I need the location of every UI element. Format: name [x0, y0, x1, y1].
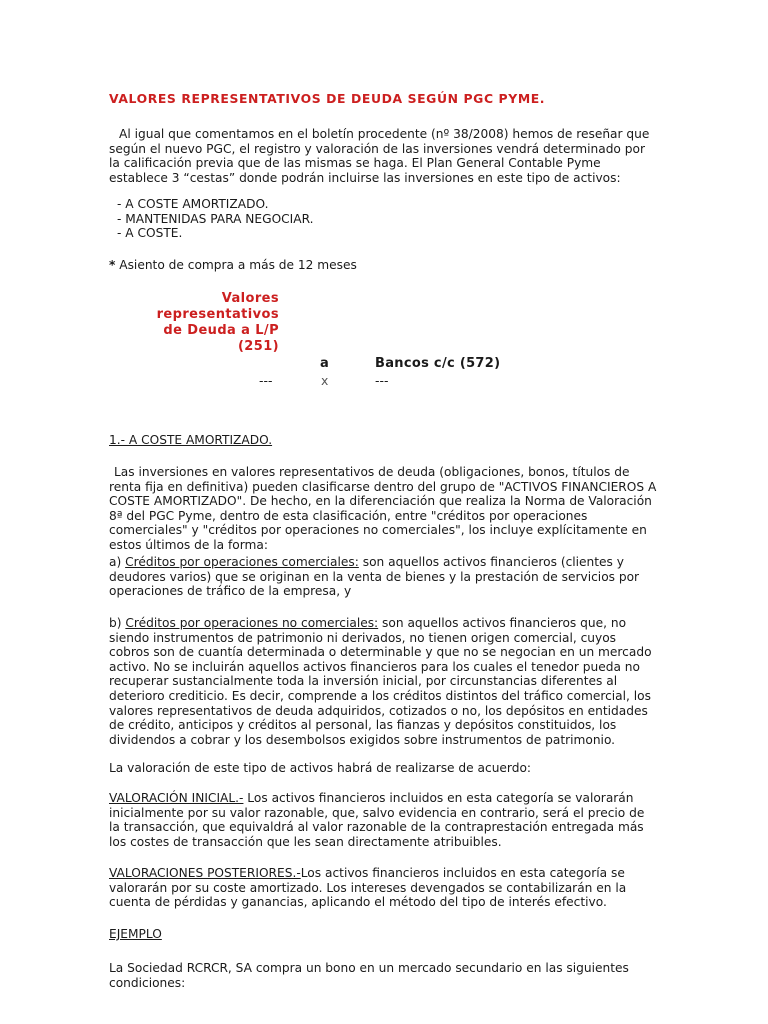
credit-account-label: Bancos c/c (572)	[375, 356, 501, 371]
list-item: - A COSTE AMORTIZADO.	[117, 197, 269, 211]
cestas-list	[117, 197, 665, 241]
term-label: Créditos por operaciones comerciales:	[125, 555, 359, 569]
credit-commercial-paragraph	[109, 555, 657, 599]
list-item: - A COSTE.	[117, 226, 183, 241]
connector-label: a	[320, 356, 330, 371]
credit-noncommercial-paragraph	[109, 616, 657, 747]
credit-amount: ---	[375, 373, 389, 388]
item-prefix: a)	[109, 555, 122, 569]
ejemplo-heading: EJEMPLO	[109, 927, 162, 941]
term-text: son aquellos activos financieros que, no siendo instrumentos de patrimonio ni derivados, no tienen origen comercial, cuyos cobros son de cuantía determinada o determinable y que no se negocian en un mercado activo. No se incluirán aquellos activos financieros para los cuales el tenedor pueda no recuperar sustancialmente toda la inversión inicial, por circunstancias diferentes al deterioro crediticio. Es decir, comprende a los créditos distintos del tráfico comercial, los valores representativos de deuda adquiridos, cotizados o no, los depósitos en entidades de crédito, anticipos y créditos al personal, las fianzas y depósitos constituidos, los dividendos a cobrar y los desembolsos exigidos sobre instrumentos de patrimonio.	[109, 616, 652, 747]
term-label: VALORACIÓN INICIAL.-	[109, 791, 244, 805]
section-paragraph: Las inversiones en valores representativos de deuda (obligaciones, bonos, títulos de renta fija en definitiva) pueden clasificarse dentro del grupo de "ACTIVOS FINANCIEROS A COSTE AMORTIZADO". De hecho, en la diferenciación que realiza la Norma de Valoración 8ª del PGC Pyme, dentro de esta clasificación, entre "créditos por operaciones comerciales" y "créditos por operaciones no comerciales", los incluye explícitamente en estos últimos de la forma:	[109, 465, 657, 552]
debit-amount: ---	[259, 373, 273, 388]
term-label: VALORACIONES POSTERIORES.-	[109, 866, 301, 880]
intro-paragraph: Al igual que comentamos en el boletín procedente (nº 38/2008) hemos de reseñar que según el nuevo PGC, el registro y valoración de las inversiones vendrá determinado por la calificación previa que de las mismas se haga. El Plan General Contable Pyme establece 3 “cestas” donde podrán incluirse las inversiones en este tipo de activos:	[109, 127, 650, 185]
valoracion-inicial-paragraph	[109, 791, 657, 849]
connector-mark: x	[321, 373, 329, 388]
term-text: Los activos financieros incluidos en esta categoría se valorarán por su coste amortizado. Los intereses devengados se contabilizarán en la cuenta de pérdidas y ganancias, aplicando el método del tipo de interés efectivo.	[109, 866, 627, 910]
valoracion-intro: La valoración de este tipo de activos habrá de realizarse de acuerdo:	[109, 761, 532, 775]
asiento-line	[109, 258, 657, 273]
section-heading: 1.- A COSTE AMORTIZADO.	[109, 433, 273, 447]
debit-account-label: Valores representativos de Deuda a L/P (251)	[156, 291, 279, 354]
ejemplo-paragraph: La Sociedad RCRCR, SA compra un bono en un mercado secundario en las siguientes condiciones:	[109, 961, 629, 990]
list-item: - MANTENIDAS PARA NEGOCIAR.	[117, 211, 314, 226]
asiento-text: Asiento de compra a más de 12 meses	[119, 258, 357, 272]
asiento-bullet: *	[109, 258, 116, 272]
valoraciones-posteriores-paragraph	[109, 866, 657, 910]
term-text: Los activos financieros incluidos en esta categoría se valorarán inicialmente por su valor razonable, que, salvo evidencia en contrario, será el precio de la transacción, que equivaldrá al valor razonable de la contraprestación entregada más los costes de transacción que les sean directamente atribuibles.	[109, 791, 645, 849]
term-label: Créditos por operaciones no comerciales:	[125, 616, 379, 630]
item-prefix: b)	[109, 616, 122, 630]
term-text: son aquellos activos financieros (clientes y deudores varios) que se originan en la venta de bienes y la prestación de servicios por operaciones de tráfico de la empresa, y	[109, 555, 640, 599]
document-title: VALORES REPRESENTATIVOS DE DEUDA SEGÚN PGC PYME.	[109, 91, 546, 106]
